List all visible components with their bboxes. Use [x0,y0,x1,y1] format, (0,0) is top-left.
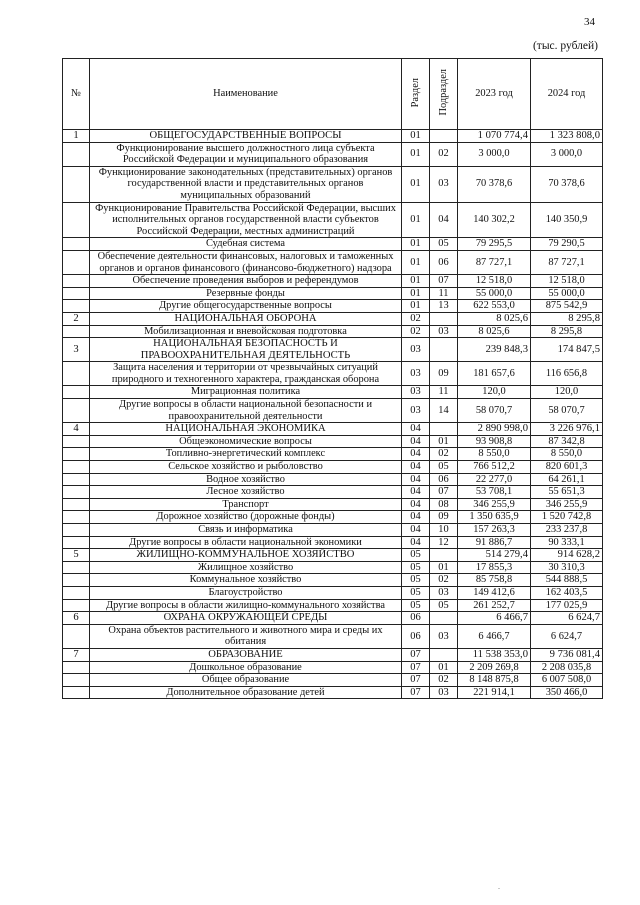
row-section-code: 01 [402,238,430,251]
row-value-2023: 766 512,2 [458,461,531,474]
row-value-2024: 1 323 808,0 [531,130,603,143]
row-value-2023: 1 350 635,9 [458,511,531,524]
row-number: 5 [63,549,90,562]
row-value-2023: 514 279,4 [458,549,531,562]
row-name: ОБРАЗОВАНИЕ [90,648,402,661]
row-number [63,536,90,549]
row-value-2024: 3 000,0 [531,142,603,166]
table-row [63,461,603,474]
row-section-code: 04 [402,448,430,461]
row-subsection-code: 13 [430,300,458,313]
row-subsection-code [430,423,458,436]
row-value-2024: 8 295,8 [531,312,603,325]
row-number: 1 [63,130,90,143]
row-subsection-code: 05 [430,461,458,474]
row-subsection-code: 07 [430,486,458,499]
row-value-2024: 58 070,7 [531,399,603,423]
row-number [63,586,90,599]
row-value-2023: 6 466,7 [458,624,531,648]
row-section-code: 05 [402,574,430,587]
row-name: Миграционная политика [90,386,402,399]
row-subsection-code: 01 [430,661,458,674]
row-value-2023: 261 252,7 [458,599,531,612]
table-row [63,325,603,338]
row-section-code: 06 [402,624,430,648]
row-value-2024: 8 550,0 [531,448,603,461]
row-value-2024: 6 624,7 [531,624,603,648]
header-year-2023: 2023 год [458,59,531,130]
row-section-code: 01 [402,130,430,143]
row-subsection-code: 03 [430,166,458,202]
row-name: Охрана объектов растительного и животного мира и среды их обитания [90,624,402,648]
row-number: 6 [63,612,90,625]
row-number [63,511,90,524]
row-subsection-code: 01 [430,435,458,448]
row-subsection-code: 05 [430,599,458,612]
row-name: Лесное хозяйство [90,486,402,499]
table-row [63,661,603,674]
row-number [63,300,90,313]
row-section-code: 03 [402,386,430,399]
section-row [63,130,603,143]
row-number [63,661,90,674]
table-row [63,386,603,399]
row-value-2024: 90 333,1 [531,536,603,549]
row-section-code: 04 [402,461,430,474]
table-row [63,435,603,448]
header-subsection-label: Подраздел [437,68,449,116]
row-value-2024: 64 261,1 [531,473,603,486]
row-value-2023: 3 000,0 [458,142,531,166]
row-name: Другие вопросы в области национальной экономики [90,536,402,549]
row-name: Функционирование Правительства Российской Федерации, высших исполнительных органов государственной власти субъектов Российской Федерации, местных администраций [90,202,402,238]
row-value-2024: 174 847,5 [531,338,603,362]
row-section-code: 07 [402,674,430,687]
row-name: НАЦИОНАЛЬНАЯ БЕЗОПАСНОСТЬ И ПРАВООХРАНИТЕЛЬНАЯ ДЕЯТЕЛЬНОСТЬ [90,338,402,362]
row-value-2023: 58 070,7 [458,399,531,423]
table-row [63,599,603,612]
table-row [63,448,603,461]
row-section-code: 01 [402,142,430,166]
row-name: Коммунальное хозяйство [90,574,402,587]
row-section-code: 03 [402,399,430,423]
row-subsection-code [430,130,458,143]
row-value-2024: 140 350,9 [531,202,603,238]
table-row [63,202,603,238]
row-subsection-code: 03 [430,586,458,599]
table-row [63,362,603,386]
row-value-2023: 8 148 875,8 [458,674,531,687]
table-row [63,624,603,648]
row-value-2024: 346 255,9 [531,498,603,511]
row-name: Мобилизационная и вневойсковая подготовка [90,325,402,338]
row-value-2024: 2 208 035,8 [531,661,603,674]
row-subsection-code: 12 [430,536,458,549]
row-value-2023: 2 209 269,8 [458,661,531,674]
row-section-code: 07 [402,661,430,674]
table-row [63,300,603,313]
row-subsection-code [430,312,458,325]
row-number [63,202,90,238]
row-number [63,461,90,474]
row-value-2023: 157 263,3 [458,524,531,537]
row-section-code: 04 [402,498,430,511]
table-row [63,142,603,166]
row-section-code: 01 [402,166,430,202]
row-value-2024: 116 656,8 [531,362,603,386]
row-section-code: 04 [402,524,430,537]
row-section-code: 01 [402,250,430,274]
section-row [63,338,603,362]
row-subsection-code: 06 [430,250,458,274]
row-value-2024: 120,0 [531,386,603,399]
row-subsection-code [430,612,458,625]
header-section-label: Раздел [409,77,421,107]
header-section [402,59,430,130]
row-number: 3 [63,338,90,362]
row-value-2023: 120,0 [458,386,531,399]
header-number: № [63,59,90,130]
row-value-2024: 1 520 742,8 [531,511,603,524]
table-row [63,498,603,511]
row-number [63,674,90,687]
row-number [63,275,90,288]
table-header-row [63,59,603,130]
row-value-2024: 9 736 081,4 [531,648,603,661]
row-value-2024: 162 403,5 [531,586,603,599]
row-subsection-code: 09 [430,362,458,386]
row-value-2023: 8 025,6 [458,325,531,338]
table-row [63,275,603,288]
row-value-2024: 233 237,8 [531,524,603,537]
row-value-2024: 544 888,5 [531,574,603,587]
row-value-2023: 622 553,0 [458,300,531,313]
row-name: Дошкольное образование [90,661,402,674]
row-name: НАЦИОНАЛЬНАЯ ОБОРОНА [90,312,402,325]
row-section-code: 05 [402,549,430,562]
row-number [63,574,90,587]
row-section-code: 01 [402,275,430,288]
table-row [63,399,603,423]
row-value-2023: 55 000,0 [458,287,531,300]
table-row [63,511,603,524]
row-name: Дополнительное образование детей [90,686,402,699]
table-row [63,486,603,499]
row-name: Общеэкономические вопросы [90,435,402,448]
row-name: Резервные фонды [90,287,402,300]
row-value-2023: 221 914,1 [458,686,531,699]
budget-table [62,58,603,699]
page-number: 34 [584,16,595,28]
row-value-2024: 79 290,5 [531,238,603,251]
row-name: Функционирование высшего должностного лица субъекта Российской Федерации и муниципального образования [90,142,402,166]
row-number [63,399,90,423]
row-name: Сельское хозяйство и рыболовство [90,461,402,474]
row-section-code: 01 [402,300,430,313]
row-value-2023: 70 378,6 [458,166,531,202]
row-value-2023: 181 657,6 [458,362,531,386]
row-value-2023: 11 538 353,0 [458,648,531,661]
row-value-2024: 6 624,7 [531,612,603,625]
row-value-2024: 30 310,3 [531,561,603,574]
row-number [63,250,90,274]
row-name: Обеспечение деятельности финансовых, налоговых и таможенных органов и органов финансового (финансово-бюджетного) надзора [90,250,402,274]
row-number [63,599,90,612]
row-section-code: 04 [402,536,430,549]
row-subsection-code [430,549,458,562]
row-value-2023: 6 466,7 [458,612,531,625]
row-subsection-code: 04 [430,202,458,238]
row-subsection-code: 02 [430,142,458,166]
section-row [63,312,603,325]
section-row [63,549,603,562]
row-section-code: 03 [402,338,430,362]
row-value-2023: 149 412,6 [458,586,531,599]
table-row [63,586,603,599]
row-number [63,238,90,251]
row-subsection-code: 08 [430,498,458,511]
row-subsection-code: 05 [430,238,458,251]
row-subsection-code: 07 [430,275,458,288]
row-name: Судебная система [90,238,402,251]
row-name: ОБЩЕГОСУДАРСТВЕННЫЕ ВОПРОСЫ [90,130,402,143]
row-number [63,686,90,699]
row-value-2023: 140 302,2 [458,202,531,238]
row-value-2023: 79 295,5 [458,238,531,251]
row-name: Водное хозяйство [90,473,402,486]
row-name: Общее образование [90,674,402,687]
row-number: 2 [63,312,90,325]
row-number [63,287,90,300]
row-number [63,362,90,386]
scan-mark: . [498,882,500,891]
row-value-2023: 87 727,1 [458,250,531,274]
row-subsection-code [430,338,458,362]
row-subsection-code: 02 [430,674,458,687]
section-row [63,648,603,661]
row-subsection-code: 09 [430,511,458,524]
table-row [63,674,603,687]
row-name: Благоустройство [90,586,402,599]
row-subsection-code: 03 [430,325,458,338]
row-value-2023: 91 886,7 [458,536,531,549]
row-value-2023: 93 908,8 [458,435,531,448]
table-row [63,536,603,549]
row-subsection-code: 11 [430,287,458,300]
table-row [63,574,603,587]
row-value-2023: 22 277,0 [458,473,531,486]
row-value-2024: 177 025,9 [531,599,603,612]
row-value-2023: 53 708,1 [458,486,531,499]
row-section-code: 04 [402,423,430,436]
row-number [63,166,90,202]
row-value-2024: 55 651,3 [531,486,603,499]
row-section-code: 02 [402,312,430,325]
row-name: Дорожное хозяйство (дорожные фонды) [90,511,402,524]
row-value-2023: 2 890 998,0 [458,423,531,436]
row-value-2024: 6 007 508,0 [531,674,603,687]
row-value-2024: 914 628,2 [531,549,603,562]
row-name: ЖИЛИЩНО-КОММУНАЛЬНОЕ ХОЗЯЙСТВО [90,549,402,562]
row-number [63,498,90,511]
row-name: Другие вопросы в области национальной безопасности и правоохранительной деятельности [90,399,402,423]
row-value-2024: 70 378,6 [531,166,603,202]
row-value-2023: 8 025,6 [458,312,531,325]
row-value-2024: 350 466,0 [531,686,603,699]
row-section-code: 04 [402,473,430,486]
table-row [63,524,603,537]
row-value-2023: 346 255,9 [458,498,531,511]
table-row [63,250,603,274]
row-number [63,325,90,338]
row-number [63,486,90,499]
row-value-2024: 820 601,3 [531,461,603,474]
row-section-code: 05 [402,586,430,599]
row-section-code: 06 [402,612,430,625]
row-section-code: 02 [402,325,430,338]
row-name: ОХРАНА ОКРУЖАЮЩЕЙ СРЕДЫ [90,612,402,625]
row-section-code: 05 [402,561,430,574]
table-row [63,238,603,251]
row-subsection-code: 02 [430,448,458,461]
section-row [63,423,603,436]
row-section-code: 04 [402,511,430,524]
row-section-code: 04 [402,435,430,448]
row-number: 4 [63,423,90,436]
row-name: Транспорт [90,498,402,511]
header-subsection [430,59,458,130]
row-section-code: 07 [402,686,430,699]
row-number [63,448,90,461]
row-section-code: 03 [402,362,430,386]
row-value-2024: 87 342,8 [531,435,603,448]
row-value-2023: 239 848,3 [458,338,531,362]
row-number [63,435,90,448]
row-number [63,142,90,166]
row-section-code: 01 [402,287,430,300]
row-number [63,624,90,648]
table-row [63,287,603,300]
row-value-2024: 12 518,0 [531,275,603,288]
row-subsection-code: 03 [430,624,458,648]
row-value-2024: 3 226 976,1 [531,423,603,436]
row-value-2024: 55 000,0 [531,287,603,300]
row-name: Топливно-энергетический комплекс [90,448,402,461]
row-subsection-code [430,648,458,661]
row-section-code: 01 [402,202,430,238]
row-value-2023: 17 855,3 [458,561,531,574]
row-name: Жилищное хозяйство [90,561,402,574]
row-value-2023: 12 518,0 [458,275,531,288]
row-name: НАЦИОНАЛЬНАЯ ЭКОНОМИКА [90,423,402,436]
row-section-code: 04 [402,486,430,499]
row-subsection-code: 03 [430,686,458,699]
section-row [63,612,603,625]
row-number [63,473,90,486]
table-body [63,130,603,699]
header-name: Наименование [90,59,402,130]
row-section-code: 07 [402,648,430,661]
row-subsection-code: 11 [430,386,458,399]
row-value-2023: 1 070 774,4 [458,130,531,143]
row-subsection-code: 02 [430,574,458,587]
row-name: Обеспечение проведения выборов и референдумов [90,275,402,288]
row-subsection-code: 10 [430,524,458,537]
row-name: Защита населения и территории от чрезвычайных ситуаций природного и техногенного характера, гражданская оборона [90,362,402,386]
table-row [63,166,603,202]
row-name: Связь и информатика [90,524,402,537]
row-number [63,561,90,574]
row-name: Другие вопросы в области жилищно-коммунального хозяйства [90,599,402,612]
row-number [63,524,90,537]
row-number: 7 [63,648,90,661]
row-subsection-code: 01 [430,561,458,574]
row-name: Другие общегосударственные вопросы [90,300,402,313]
row-value-2024: 8 295,8 [531,325,603,338]
row-value-2024: 875 542,9 [531,300,603,313]
table-row [63,561,603,574]
table-row [63,686,603,699]
row-value-2024: 87 727,1 [531,250,603,274]
row-section-code: 05 [402,599,430,612]
row-number [63,386,90,399]
header-year-2024: 2024 год [531,59,603,130]
row-value-2023: 8 550,0 [458,448,531,461]
row-subsection-code: 14 [430,399,458,423]
row-subsection-code: 06 [430,473,458,486]
row-name: Функционирование законодательных (представительных) органов государственной власти и представительных органов муниципальных образований [90,166,402,202]
table-row [63,473,603,486]
row-value-2023: 85 758,8 [458,574,531,587]
units-label: (тыс. рублей) [532,40,598,52]
